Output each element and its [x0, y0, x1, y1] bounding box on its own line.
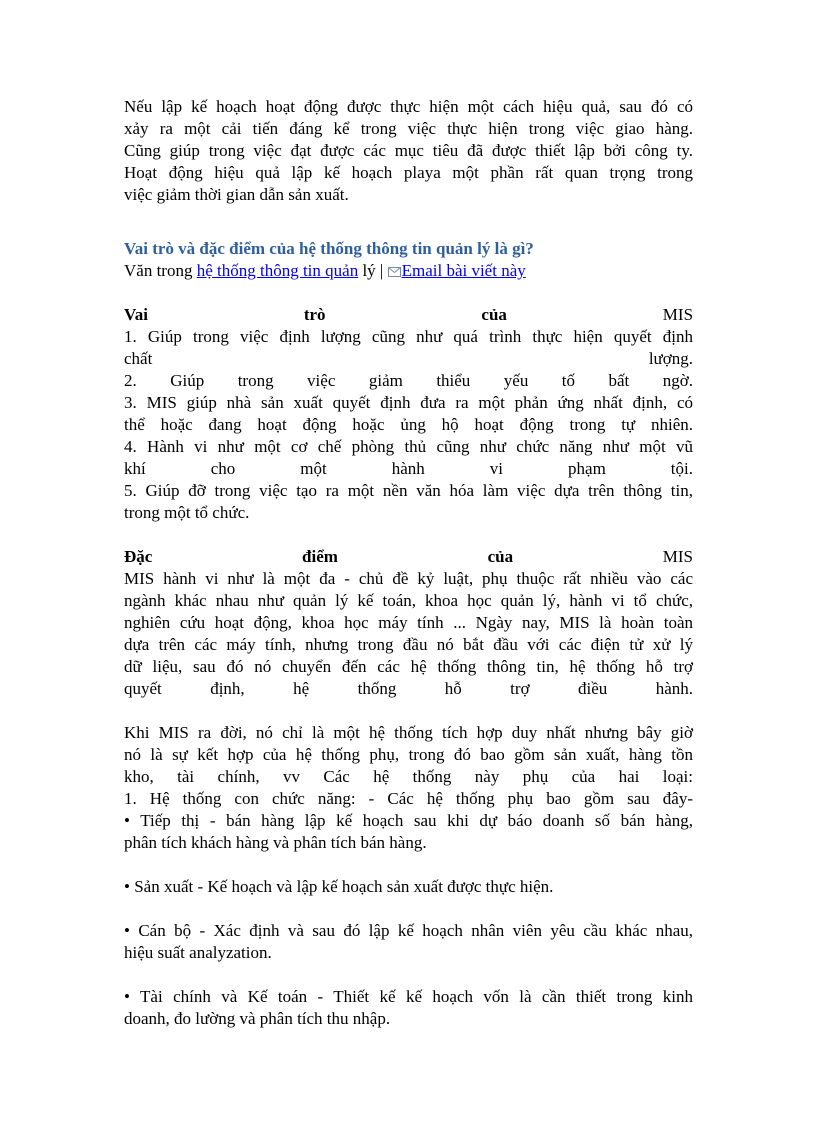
text-line: MIS hành vi như là một đa - chủ đề kỷ luật, phụ thuộc rất nhiều vào các: [124, 569, 693, 588]
list-item: 4. Hành vi như một cơ chế phòng thủ cũng như chức năng như một vũ: [124, 437, 693, 456]
text-line: Hoạt động hiệu quả lập kế hoạch playa một phần rất quan trọng trong: [124, 163, 693, 182]
list-item: 2. Giúp trong việc giảm thiểu yếu tố bất ngờ.: [124, 371, 693, 390]
text-line: Cũng giúp trong việc đạt được các mục tiêu đã được thiết lập bởi công ty.: [124, 141, 693, 160]
list-item: thể hoặc đang hoạt động hoặc ủng hộ hoạt động trong tự nhiên.: [124, 415, 693, 434]
text-line: nó là sự kết hợp của hệ thống phụ, trong đó bao gồm sản xuất, hàng tồn: [124, 745, 693, 764]
envelope-icon[interactable]: [388, 267, 401, 277]
bullet-item: • Cán bộ - Xác định và sau đó lập kế hoạch nhân viên yêu cầu khác nhau,: [124, 921, 693, 940]
list-item: chất lượng.: [124, 349, 693, 368]
list-item: 5. Giúp đỡ trong việc tạo ra một nền văn hóa làm việc dựa trên thông tin,: [124, 481, 693, 500]
features-heading: Đặc điểm của MIS: [124, 547, 694, 566]
text-line: 1. Hệ thống con chức năng: - Các hệ thống phụ bao gồm sau đây-: [124, 789, 693, 808]
text-line: Khi MIS ra đời, nó chỉ là một hệ thống tích hợp duy nhất nhưng bây giờ: [124, 723, 693, 742]
bullet-item: hiệu suất analyzation.: [124, 943, 272, 962]
category-link[interactable]: hệ thống thông tin quản: [196, 261, 359, 280]
features-section: [124, 546, 693, 700]
text-line: dựa trên các máy tính, nhưng trong đầu nó bắt đầu với các điện tử xử lý: [124, 635, 693, 654]
intro-paragraph: [124, 96, 693, 206]
roles-section: [124, 304, 693, 524]
list-item: 3. MIS giúp nhà sản xuất quyết định đưa ra một phản ứng nhất định, có: [124, 393, 693, 412]
list-item: trong một tổ chức.: [124, 503, 250, 522]
text-line: kho, tài chính, vv Các hệ thống này phụ của hai loại:: [124, 767, 693, 786]
list-item: 1. Giúp trong việc định lượng cũng như quá trình thực hiện quyết định: [124, 327, 693, 346]
bullet-item: • Sản xuất - Kế hoạch và lập kế hoạch sản xuất được thực hiện.: [124, 877, 554, 896]
bullet-item: doanh, đo lường và phân tích thu nhập.: [124, 1009, 391, 1028]
bullet-production: [124, 876, 693, 898]
byline: [124, 260, 693, 282]
bullet-personnel: [124, 920, 693, 964]
byline-separator: lý |: [358, 261, 388, 280]
text-line: ngành khác nhau như quản lý kế toán, khoa học quản lý, hành vi tổ chức,: [124, 591, 693, 610]
subsystems-section: [124, 722, 693, 854]
text-line: xảy ra một cải tiến đáng kể trong việc thực hiện trong việc giao hàng.: [124, 119, 693, 138]
bullet-item: • Tài chính và Kế toán - Thiết kế kế hoạch vốn là cần thiết trong kinh: [124, 987, 693, 1006]
document-page: [124, 96, 693, 1030]
text-line: dữ liệu, sau đó nó chuyển đến các hệ thống thông tin, hệ thống hỗ trợ: [124, 657, 693, 676]
article-title: Vai trò và đặc điểm của hệ thống thông tin quản lý là gì?: [124, 239, 534, 258]
text-line: việc giảm thời gian dẫn sản xuất.: [124, 185, 349, 204]
text-line: quyết định, hệ thống hỗ trợ điều hành.: [124, 679, 693, 698]
byline-prefix: Văn trong: [124, 261, 197, 280]
text-line: nghiên cứu hoạt động, khoa học máy tính ... Ngày nay, MIS là hoàn toàn: [124, 613, 693, 632]
email-article-link[interactable]: Email bài viết này: [401, 261, 526, 280]
bullet-finance: [124, 986, 693, 1030]
roles-heading: Vai trò của MIS: [124, 305, 694, 324]
text-line: Nếu lập kế hoạch hoạt động được thực hiện một cách hiệu quả, sau đó có: [124, 97, 693, 116]
bullet-item: • Tiếp thị - bán hàng lập kế hoạch sau khi dự báo doanh số bán hàng,: [124, 811, 693, 830]
bullet-item: phân tích khách hàng và phân tích bán hàng.: [124, 833, 427, 852]
list-item: khí cho một hành vi phạm tội.: [124, 459, 693, 478]
